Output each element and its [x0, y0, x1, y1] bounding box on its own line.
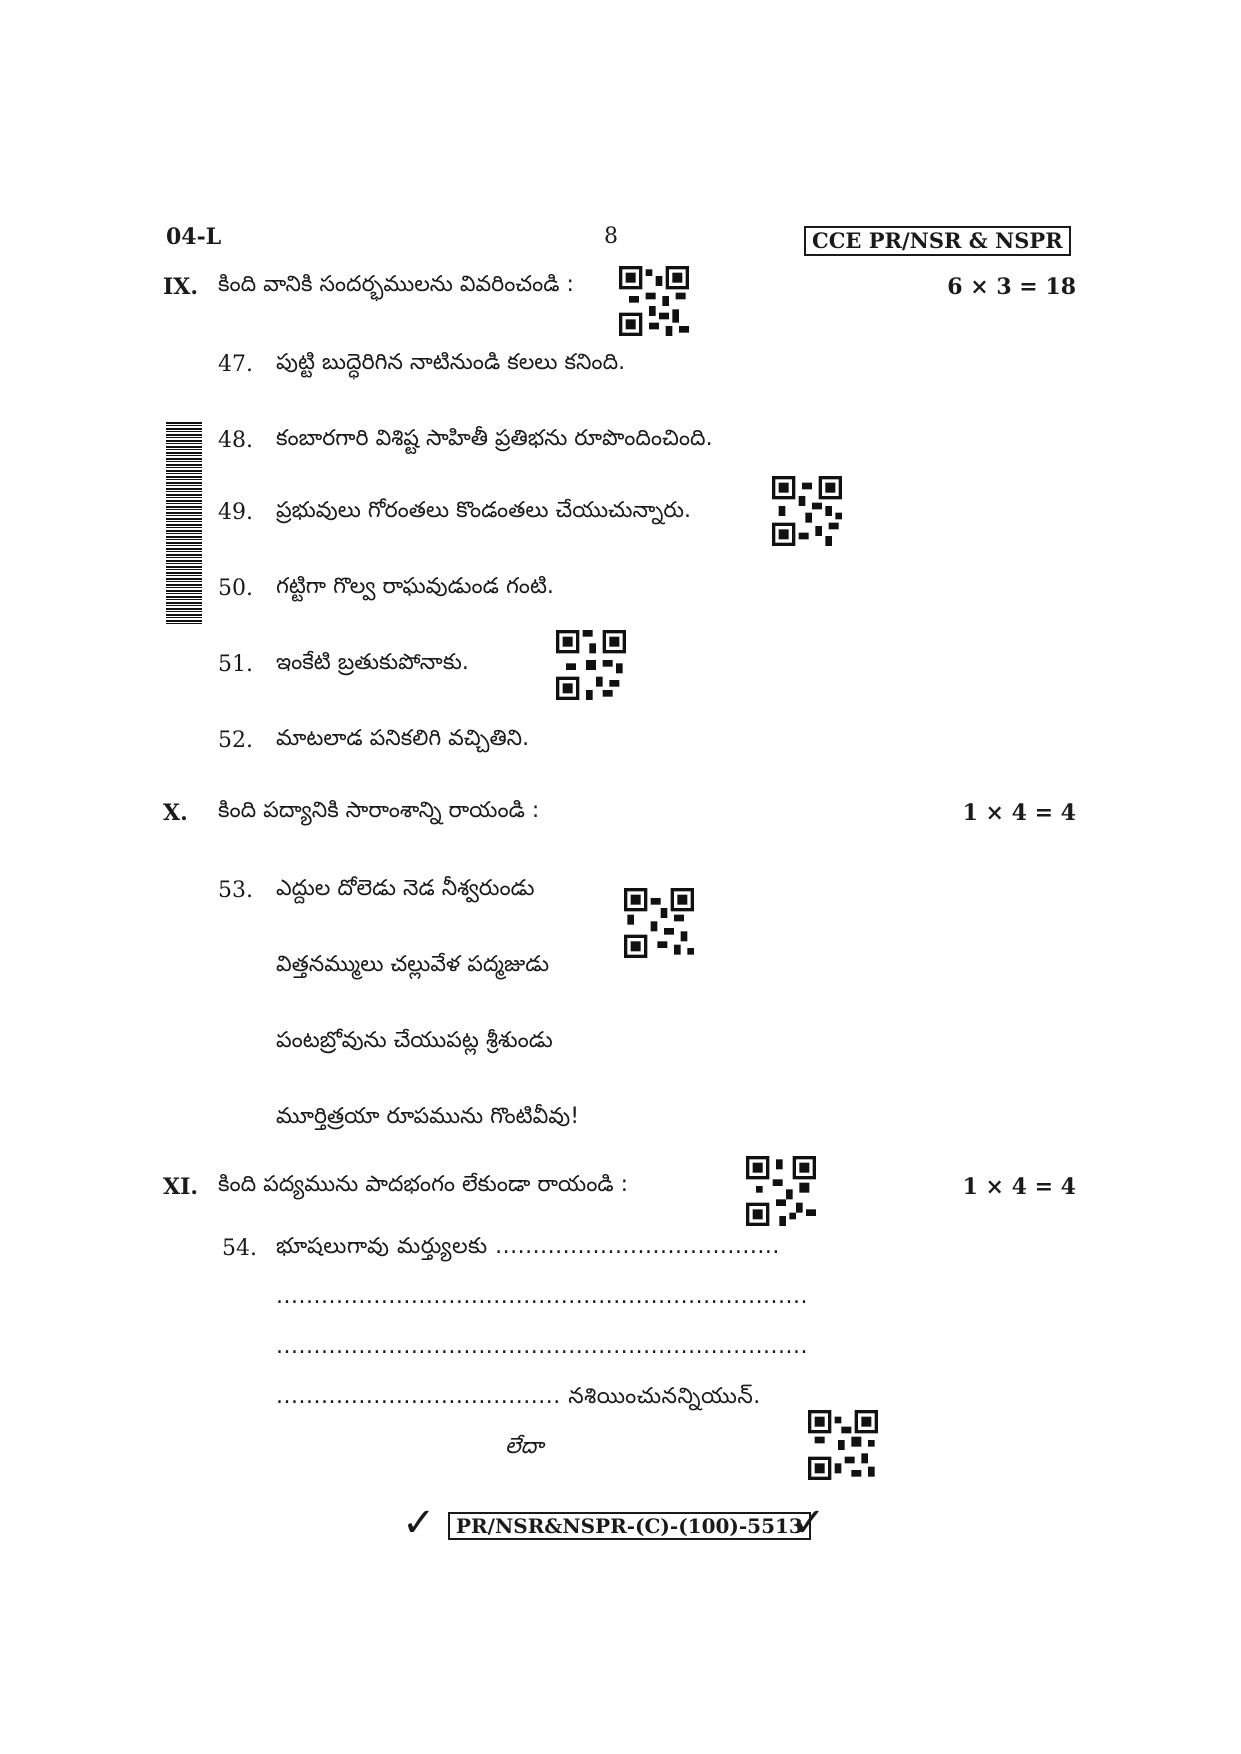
section-title-ix: కింది వానికి సందర్భములను వివరించండి : [218, 272, 574, 297]
or-text: లేదా [505, 1434, 544, 1459]
blank-line: ....................................................................... [276, 1334, 809, 1359]
question-text: గట్టిగా గొల్వ రాఘవుడుండ గంటి. [276, 574, 554, 599]
section-marks-ix: 6 × 3 = 18 [947, 274, 1076, 300]
question-number: 50. [218, 576, 253, 601]
question-text: పుట్టి బుద్ధెరిగిన నాటినుండి కలలు కనింది. [276, 350, 626, 375]
poem-line-end: ...................................... నశియించునన్నియున్. [276, 1384, 761, 1409]
footer-code-box: PR/NSR&NSPR-(C)-(100)-5513 [448, 1512, 811, 1540]
poem-line: విత్తనమ్ములు చల్లువేళ పద్మజుడు [276, 952, 550, 977]
barcode-icon [166, 422, 202, 624]
qr-code-icon [624, 888, 694, 958]
question-text: ప్రభువులు గోరంతలు కొండంతలు చేయుచున్నారు. [276, 498, 692, 523]
poem-line: మూర్తిత్రయా రూపమును గొంటివీవు! [276, 1104, 580, 1129]
question-number: 47. [218, 352, 253, 377]
paper-code: 04-L [166, 224, 222, 250]
page-number: 8 [604, 224, 618, 249]
check-mark-icon: ✓ [792, 1500, 826, 1546]
poem-line: ఎద్దుల దోలెడు నెడ నీశ్వరుండు [276, 876, 535, 901]
question-text: మాటలాడ పనికలిగి వచ్చితిని. [276, 726, 530, 751]
qr-code-icon [556, 630, 626, 700]
question-text: ఇంకేటి బ్రతుకుపోనాకు. [276, 650, 469, 675]
question-number: 54. [222, 1236, 257, 1261]
question-number: 48. [218, 428, 253, 453]
question-number: 52. [218, 728, 253, 753]
section-marks-x: 1 × 4 = 4 [962, 800, 1076, 826]
section-title-x: కింది పద్యానికి సారాంశాన్ని రాయండి : [218, 798, 540, 823]
qr-code-icon [746, 1156, 816, 1226]
poem-line: పంటబ్రోవును చేయుపట్ల శ్రీశుండు [276, 1028, 553, 1053]
question-number: 51. [218, 652, 253, 677]
section-marks-xi: 1 × 4 = 4 [962, 1174, 1076, 1200]
question-text: కంబారగారి విశిష్ట సాహితీ ప్రతిభను రూపొందించింది. [276, 426, 713, 451]
exam-code-box: CCE PR/NSR & NSPR [804, 226, 1071, 256]
question-number: 53. [218, 878, 253, 903]
question-number: 49. [218, 500, 253, 525]
section-title-xi: కింది పద్యమును పాదభంగం లేకుండా రాయండి : [218, 1172, 629, 1197]
blank-line: ....................................................................... [276, 1284, 809, 1309]
section-number-xi: XI. [163, 1174, 199, 1200]
qr-code-icon [772, 476, 842, 546]
check-mark-icon: ✓ [402, 1500, 436, 1546]
qr-code-icon [808, 1410, 878, 1480]
poem-line-start: భూషలుగావు మర్త్యులకు ...................................... [276, 1234, 780, 1259]
section-number-ix: IX. [163, 274, 199, 300]
qr-code-icon [619, 266, 689, 336]
section-number-x: X. [163, 800, 188, 826]
